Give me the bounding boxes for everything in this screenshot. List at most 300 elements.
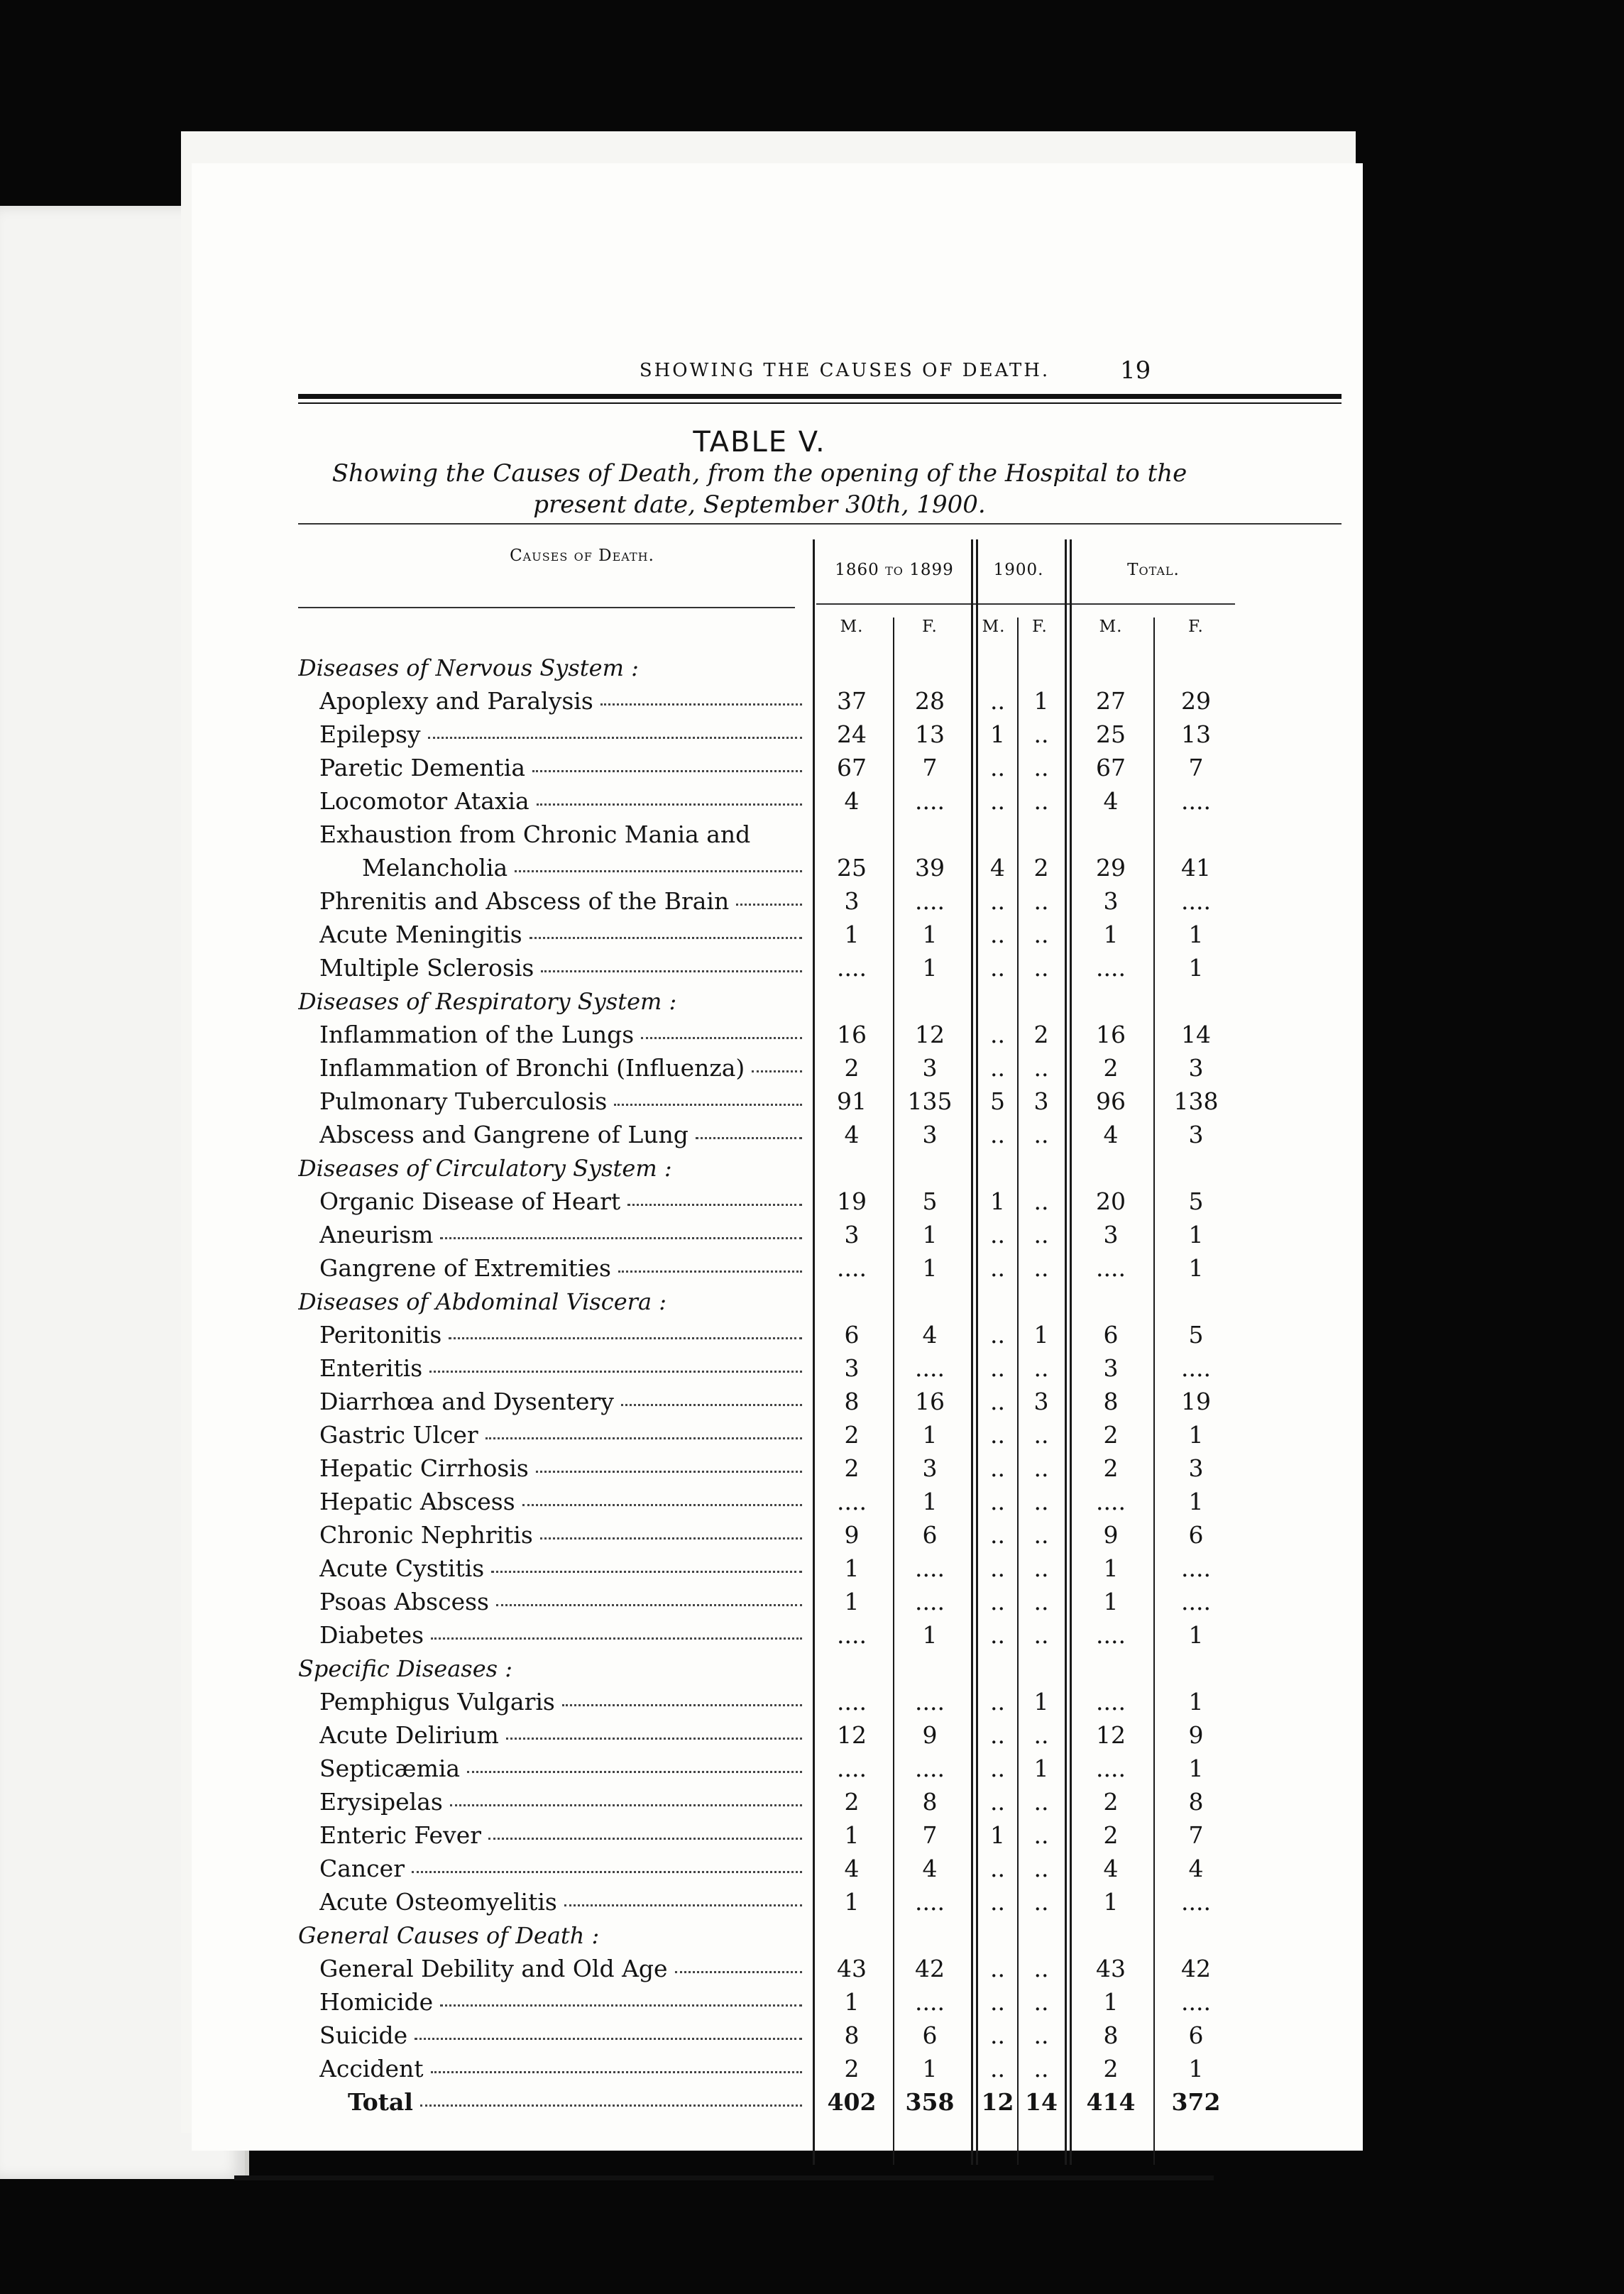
cause-label: Hepatic Abscess (319, 1488, 515, 1515)
table-row (192, 786, 1256, 816)
cause-label: Erysipelas (319, 1788, 443, 1816)
value-cell: 1 (1033, 1321, 1049, 1349)
value-cell: 8 (844, 2021, 860, 2049)
cause-label: Accident (319, 2055, 424, 2082)
value-cell: 9 (1188, 1721, 1204, 1749)
top-rule (298, 394, 1342, 399)
value-cell: 1 (1188, 1421, 1204, 1449)
category-label: Diseases of Nervous System : (298, 654, 639, 681)
value-cell: .. (1033, 1988, 1049, 2016)
value-cell: 2 (1103, 1054, 1119, 1082)
value-cell: .. (990, 887, 1005, 915)
dot-leader (415, 2036, 802, 2040)
table-row (192, 1087, 1256, 1116)
value-cell: .. (1033, 1121, 1049, 1148)
value-cell: 4 (844, 1855, 860, 1882)
value-cell: 42 (1181, 1955, 1211, 1982)
value-cell: .. (990, 1521, 1005, 1549)
header-period-1860-1899: 1860 to 1899 (835, 561, 954, 579)
cause-label: Inflammation of Bronchi (Influenza) (319, 1054, 745, 1082)
value-cell: 16 (1096, 1021, 1126, 1048)
value-cell: 24 (837, 720, 867, 748)
value-cell: .... (837, 1688, 867, 1716)
cause-label: Enteric Fever (319, 1821, 482, 1849)
value-cell: 2 (1103, 1421, 1119, 1449)
value-cell: 1 (1033, 1688, 1049, 1716)
value-cell: 1 (1103, 921, 1119, 948)
cause-label: Abscess and Gangrene of Lung (319, 1121, 688, 1148)
table-row (192, 1620, 1256, 1650)
value-cell: 1 (922, 1421, 938, 1449)
value-cell: .. (1033, 1821, 1049, 1849)
category-row (192, 653, 1256, 683)
value-cell: 2 (1033, 1021, 1049, 1048)
value-cell: 3 (1103, 1354, 1119, 1382)
value-cell: 4 (922, 1855, 938, 1882)
value-cell: 3 (1188, 1121, 1204, 1148)
table-row (192, 1987, 1256, 2017)
value-cell: .. (990, 754, 1005, 781)
value-cell: 2 (844, 1054, 860, 1082)
value-cell: .. (990, 1588, 1005, 1615)
value-cell: 19 (837, 1187, 867, 1215)
value-cell: 2 (1103, 1821, 1119, 1849)
value-cell: 6 (844, 1321, 860, 1349)
dot-leader (752, 1069, 802, 1072)
table-row (192, 1053, 1256, 1083)
value-cell: .... (837, 1621, 867, 1649)
table-row (192, 1320, 1256, 1350)
value-cell: .. (1033, 1721, 1049, 1749)
value-cell: 2 (844, 1788, 860, 1816)
value-cell: 14 (1025, 2088, 1058, 2116)
table-row (192, 820, 1256, 850)
value-cell: 3 (1103, 1221, 1119, 1248)
header-causes-rule (298, 607, 795, 608)
value-cell: .. (990, 1488, 1005, 1515)
page-number: 19 (1120, 356, 1151, 385)
value-cell: .. (990, 1221, 1005, 1248)
cause-label: Inflammation of the Lungs (319, 1021, 635, 1048)
value-cell: .. (1033, 1588, 1049, 1615)
value-cell: 1 (844, 1988, 860, 2016)
value-cell: 37 (837, 687, 867, 715)
value-cell: 1 (844, 1554, 860, 1582)
table-row (192, 1187, 1256, 1217)
table-row (192, 1687, 1256, 1717)
value-cell: .. (1033, 1855, 1049, 1882)
value-cell: .. (990, 1888, 1005, 1916)
value-cell: .. (1033, 1888, 1049, 1916)
table-row (192, 920, 1256, 950)
cause-label: General Debility and Old Age (319, 1955, 668, 1982)
category-label: General Causes of Death : (298, 1922, 600, 1949)
value-cell: .... (1181, 1588, 1211, 1615)
value-cell: 6 (922, 2021, 938, 2049)
cause-label: Exhaustion from Chronic Mania and (319, 821, 751, 848)
value-cell: 5 (990, 1087, 1005, 1115)
value-cell: .... (915, 1588, 945, 1615)
cause-label: Pemphigus Vulgaris (319, 1688, 555, 1716)
category-row (192, 1153, 1256, 1183)
value-cell: .. (1033, 1254, 1049, 1282)
value-cell: .. (1033, 1521, 1049, 1549)
value-cell: .... (1096, 1621, 1126, 1649)
value-cell: 2 (844, 1421, 860, 1449)
value-cell: 29 (1096, 854, 1126, 882)
table-row (192, 1754, 1256, 1784)
cause-label: Acute Cystitis (319, 1554, 485, 1582)
value-cell: .. (990, 921, 1005, 948)
value-cell: 42 (915, 1955, 945, 1982)
value-cell: 2 (844, 2055, 860, 2082)
value-cell: 1 (844, 1588, 860, 1615)
cause-label: Acute Osteomyelitis (319, 1888, 557, 1916)
dot-leader (532, 769, 802, 772)
value-cell: 9 (922, 1721, 938, 1749)
cause-label: Pulmonary Tuberculosis (319, 1087, 608, 1115)
value-cell: 12 (837, 1721, 867, 1749)
table-row (192, 2054, 1256, 2084)
value-cell: .. (1033, 754, 1049, 781)
value-cell: .... (915, 1554, 945, 1582)
value-cell: .. (990, 1788, 1005, 1816)
value-cell: .... (837, 954, 867, 982)
value-cell: .... (1181, 1988, 1211, 2016)
value-cell: 7 (922, 754, 938, 781)
value-cell: 4 (990, 854, 1005, 882)
value-cell: .. (990, 1988, 1005, 2016)
cause-label: Locomotor Ataxia (319, 787, 530, 815)
value-cell: 5 (1188, 1321, 1204, 1349)
dot-leader (420, 2103, 802, 2107)
cause-label: Multiple Sclerosis (319, 954, 534, 982)
dot-leader (488, 1836, 802, 1840)
value-cell: 19 (1181, 1388, 1211, 1415)
value-cell: .. (1033, 720, 1049, 748)
dot-leader (537, 802, 802, 806)
value-cell: 1 (844, 1888, 860, 1916)
table-row (192, 1354, 1256, 1383)
value-cell: 3 (844, 887, 860, 915)
value-cell: .... (1181, 1354, 1211, 1382)
dot-leader (515, 869, 802, 872)
value-cell: .. (990, 1554, 1005, 1582)
table-row (192, 1554, 1256, 1584)
dot-leader (429, 1369, 802, 1373)
value-cell: .. (990, 687, 1005, 715)
dot-leader (736, 902, 802, 906)
value-cell: 135 (907, 1087, 953, 1115)
value-cell: .. (990, 1054, 1005, 1082)
value-cell: .... (915, 787, 945, 815)
value-cell: 2 (1103, 2055, 1119, 2082)
dot-leader (485, 1436, 802, 1439)
dot-leader (467, 1769, 802, 1773)
value-cell: .. (1033, 921, 1049, 948)
cause-label: Septicæmia (319, 1755, 461, 1782)
header-sub-rule (816, 603, 1235, 605)
value-cell: .. (1033, 2055, 1049, 2082)
value-cell: 8 (922, 1788, 938, 1816)
value-cell: 67 (837, 754, 867, 781)
value-cell: .. (1033, 1054, 1049, 1082)
table-subtitle: Showing the Causes of Death, from the opening of the Hospital to the present date, September 30th, 1900. (331, 459, 1187, 519)
value-cell: 20 (1096, 1187, 1126, 1215)
value-cell: 1 (990, 1187, 1005, 1215)
value-cell: .... (915, 887, 945, 915)
dot-leader (449, 1336, 802, 1339)
cause-label: Acute Meningitis (319, 921, 522, 948)
value-cell: 96 (1096, 1087, 1126, 1115)
value-cell: 8 (844, 1388, 860, 1415)
value-cell: 91 (837, 1087, 867, 1115)
value-cell: .... (915, 1755, 945, 1782)
dot-leader (562, 1703, 802, 1706)
running-head: SHOWING THE CAUSES OF DEATH. (639, 360, 1050, 381)
dot-leader (522, 1503, 802, 1506)
value-cell: 2 (1033, 854, 1049, 882)
value-cell: 6 (1188, 2021, 1204, 2049)
dot-leader (627, 1202, 802, 1206)
value-cell: 25 (837, 854, 867, 882)
dot-leader (530, 935, 802, 939)
value-cell: 1 (1188, 1621, 1204, 1649)
header-f-1: F. (922, 618, 938, 636)
value-cell: .. (1033, 1554, 1049, 1582)
header-f-2: F. (1032, 618, 1048, 636)
value-cell: .. (1033, 1354, 1049, 1382)
value-cell: 4 (1103, 1121, 1119, 1148)
value-cell: 1 (1033, 687, 1049, 715)
dot-leader (428, 735, 802, 739)
value-cell: .. (1033, 1488, 1049, 1515)
cause-label: Apoplexy and Paralysis (319, 687, 593, 715)
cause-label: Total (348, 2088, 413, 2116)
value-cell: .. (990, 1454, 1005, 1482)
dot-leader (431, 2070, 802, 2073)
cause-label: Diabetes (319, 1621, 424, 1649)
value-cell: 4 (1188, 1855, 1204, 1882)
header-m-1: M. (840, 618, 864, 636)
value-cell: .... (915, 1888, 945, 1916)
value-cell: 3 (1033, 1087, 1049, 1115)
cause-label: Paretic Dementia (319, 754, 526, 781)
category-row (192, 1921, 1256, 1950)
table-row (192, 1720, 1256, 1750)
value-cell: .. (990, 1688, 1005, 1716)
value-cell: 9 (1103, 1521, 1119, 1549)
value-cell: 8 (1103, 2021, 1119, 2049)
table-row (192, 686, 1256, 716)
dot-leader (506, 1736, 802, 1740)
value-cell: .. (1033, 1187, 1049, 1215)
value-cell: .. (1033, 787, 1049, 815)
header-m-2: M. (982, 618, 1006, 636)
value-cell: 3 (1103, 887, 1119, 915)
value-cell: 1 (1188, 954, 1204, 982)
category-row (192, 987, 1256, 1016)
value-cell: .. (1033, 1955, 1049, 1982)
dot-leader (564, 1903, 802, 1906)
total-row (192, 2087, 1256, 2117)
value-cell: .. (990, 1755, 1005, 1782)
value-cell: 7 (1188, 1821, 1204, 1849)
cause-label: Diarrhœa and Dysentery (319, 1388, 614, 1415)
table-row (192, 1954, 1256, 1984)
value-cell: 16 (837, 1021, 867, 1048)
cause-label: Psoas Abscess (319, 1588, 489, 1615)
header-top-rule (298, 523, 1342, 525)
category-label: Diseases of Circulatory System : (298, 1155, 672, 1182)
category-row (192, 1654, 1256, 1684)
table-row (192, 1821, 1256, 1850)
table-row (192, 1420, 1256, 1450)
dot-leader (496, 1603, 802, 1606)
category-label: Diseases of Respiratory System : (298, 988, 677, 1015)
value-cell: .... (1096, 1254, 1126, 1282)
value-cell: .. (1033, 1221, 1049, 1248)
value-cell: 13 (1181, 720, 1211, 748)
table-row (192, 720, 1256, 750)
cause-label: Melancholia (362, 854, 508, 882)
value-cell: 1 (1103, 1988, 1119, 2016)
dot-leader (621, 1403, 802, 1406)
value-cell: 14 (1181, 1021, 1211, 1048)
value-cell: .... (1096, 954, 1126, 982)
dot-leader (412, 1870, 802, 1873)
dot-leader (600, 702, 802, 706)
value-cell: 414 (1086, 2088, 1136, 2116)
cause-label: Cancer (319, 1855, 405, 1882)
value-cell: 1 (1103, 1588, 1119, 1615)
value-cell: 1 (1188, 1688, 1204, 1716)
value-cell: 3 (844, 1221, 860, 1248)
dot-leader (540, 1536, 802, 1540)
table-row (192, 1587, 1256, 1617)
value-cell: .. (990, 1955, 1005, 1982)
cause-label: Gastric Ulcer (319, 1421, 478, 1449)
value-cell: 13 (915, 720, 945, 748)
value-cell: 41 (1181, 854, 1211, 882)
cause-label: Chronic Nephritis (319, 1521, 533, 1549)
value-cell: 3 (1188, 1454, 1204, 1482)
value-cell: 6 (1103, 1321, 1119, 1349)
value-cell: 25 (1096, 720, 1126, 748)
value-cell: .. (1033, 2021, 1049, 2049)
value-cell: 1 (1188, 1254, 1204, 1282)
value-cell: .... (837, 1488, 867, 1515)
value-cell: 4 (844, 1121, 860, 1148)
dot-leader (618, 1269, 802, 1273)
value-cell: 2 (1103, 1454, 1119, 1482)
value-cell: .. (990, 1254, 1005, 1282)
value-cell: .. (990, 787, 1005, 815)
value-cell: .. (990, 2055, 1005, 2082)
value-cell: .. (1033, 954, 1049, 982)
value-cell: .... (1181, 1554, 1211, 1582)
header-m-3: M. (1099, 618, 1123, 636)
value-cell: 3 (1188, 1054, 1204, 1082)
value-cell: 1 (844, 1821, 860, 1849)
value-cell: 1 (1188, 1488, 1204, 1515)
cause-label: Organic Disease of Heart (319, 1187, 621, 1215)
value-cell: 1 (1188, 2055, 1204, 2082)
table-row (192, 1253, 1256, 1283)
value-cell: 1 (1033, 1755, 1049, 1782)
value-cell: 2 (1103, 1788, 1119, 1816)
value-cell: .... (1096, 1755, 1126, 1782)
value-cell: 3 (922, 1121, 938, 1148)
cause-label: Phrenitis and Abscess of the Brain (319, 887, 730, 915)
value-cell: .. (990, 2021, 1005, 2049)
value-cell: .. (990, 1855, 1005, 1882)
cause-label: Peritonitis (319, 1321, 442, 1349)
header-f-3: F. (1188, 618, 1204, 636)
category-label: Specific Diseases : (298, 1655, 512, 1682)
value-cell: .... (915, 1688, 945, 1716)
value-cell: .. (1033, 1788, 1049, 1816)
value-cell: .... (915, 1354, 945, 1382)
value-cell: 1 (922, 954, 938, 982)
table-row (192, 1454, 1256, 1483)
cause-label: Epilepsy (319, 720, 421, 748)
value-cell: 5 (1188, 1187, 1204, 1215)
table-row (192, 1887, 1256, 1917)
value-cell: .... (1181, 1888, 1211, 1916)
value-cell: 1 (922, 921, 938, 948)
value-cell: 1 (844, 921, 860, 948)
table-row (192, 1487, 1256, 1517)
category-label: Diseases of Abdominal Viscera : (298, 1288, 666, 1315)
dot-leader (440, 2003, 802, 2007)
value-cell: 138 (1173, 1087, 1219, 1115)
value-cell: 1 (922, 1621, 938, 1649)
dot-leader (675, 1970, 802, 1973)
value-cell: .. (990, 1388, 1005, 1415)
value-cell: 43 (1096, 1955, 1126, 1982)
table-row (192, 1220, 1256, 1250)
value-cell: .. (990, 954, 1005, 982)
value-cell: 1 (1103, 1888, 1119, 1916)
value-cell: 67 (1096, 754, 1126, 781)
table-row (192, 1520, 1256, 1550)
table-row (192, 953, 1256, 983)
table-row (192, 753, 1256, 783)
value-cell: 1 (922, 1254, 938, 1282)
top-rule-thin (298, 402, 1342, 404)
dot-leader (450, 1803, 802, 1806)
value-cell: 4 (1103, 1855, 1119, 1882)
value-cell: .. (1033, 1421, 1049, 1449)
value-cell: 2 (844, 1454, 860, 1482)
dot-leader (641, 1036, 802, 1039)
value-cell: 3 (1033, 1388, 1049, 1415)
value-cell: 1 (922, 1221, 938, 1248)
value-cell: .... (1096, 1488, 1126, 1515)
table-row (192, 1020, 1256, 1050)
value-cell: 3 (844, 1354, 860, 1382)
value-cell: 4 (1103, 787, 1119, 815)
cause-label: Enteritis (319, 1354, 423, 1382)
header-total: Total. (1127, 561, 1180, 579)
table-row (192, 887, 1256, 916)
value-cell: 6 (922, 1521, 938, 1549)
dot-leader (491, 1569, 802, 1573)
value-cell: 358 (905, 2088, 955, 2116)
dot-leader (431, 1636, 802, 1640)
table-row (192, 1854, 1256, 1884)
